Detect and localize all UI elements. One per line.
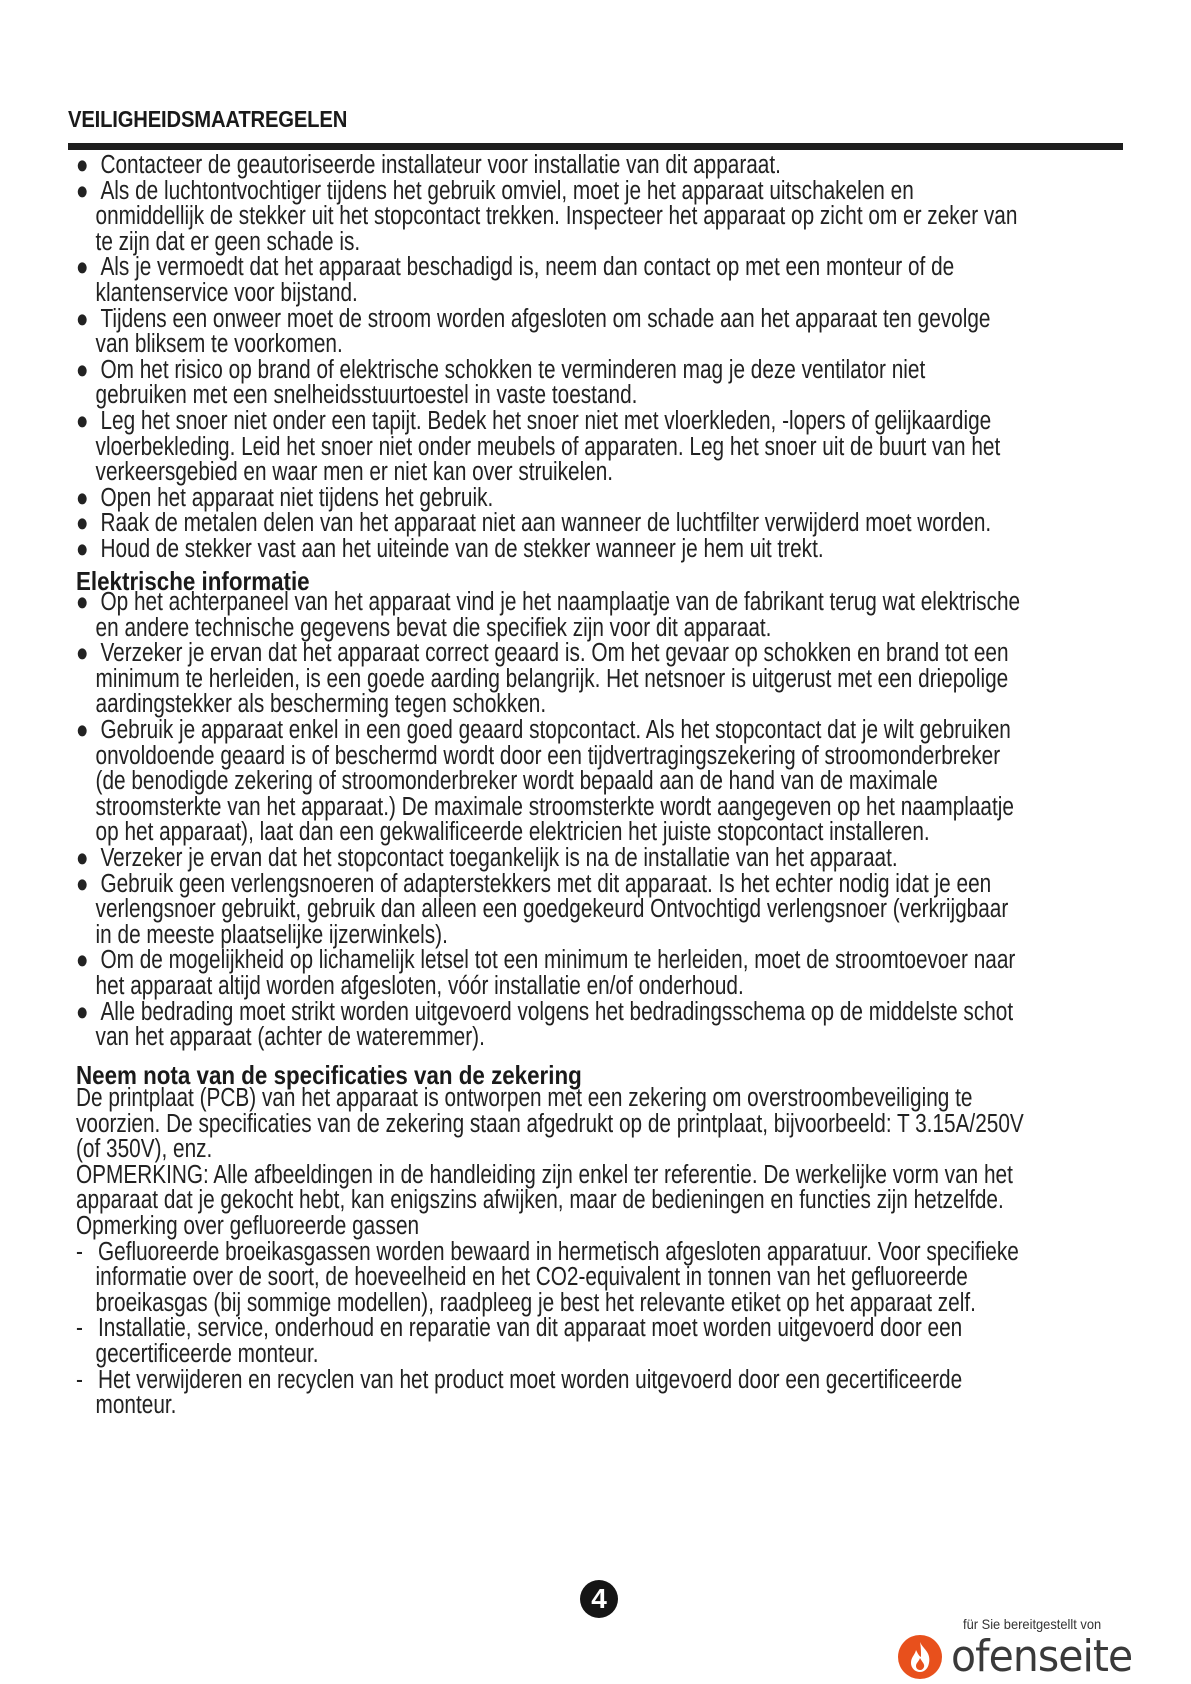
text-line — [76, 715, 1011, 744]
text-line — [76, 304, 991, 333]
bullet-marker: ● — [76, 715, 89, 744]
text-line — [76, 1237, 1019, 1266]
line-text: minimum te herleiden, is een goede aarding belangrijk. Het netsnoer is uitgerust met een driepolige — [95, 664, 1009, 693]
bullet-marker: ● — [76, 869, 89, 898]
line-text: Contacteer de geautoriseerde installateur voor installatie van dit apparaat. — [100, 151, 781, 179]
text-line: De printplaat (PCB) van het apparaat is ontworpen met een zekering om overstroombeveiliging te — [76, 1084, 973, 1112]
bullet-marker: ● — [76, 176, 89, 205]
line-text: verkeersgebied en waar men er niet kan over struikelen. — [95, 458, 614, 487]
line-text: monteur. — [95, 1391, 177, 1420]
bullet-item — [76, 153, 1176, 179]
line-text: Verzeker je ervan dat het apparaat correct geaard is. Om het gevaar op schokken en brand tot een — [100, 639, 1009, 668]
bullet-item — [76, 483, 1176, 512]
line-text: Op het achterpaneel van het apparaat vind je het naamplaatje van de fabrikant terug wat elektrische — [100, 588, 1021, 616]
page-number: 4 — [580, 1580, 618, 1618]
line-text: vloerbekleding. Leid het snoer niet onder meubels of apparaten. Leg het snoer uit de buurt van het — [95, 432, 1001, 461]
bullet-marker: ● — [76, 946, 89, 975]
bullet-marker: ● — [76, 997, 89, 1026]
electrical-list — [76, 590, 1176, 1051]
bullet-item — [76, 255, 1176, 306]
text-line — [76, 1316, 973, 1342]
line-text: Als de luchtontvochtiger tijdens het gebruik omviel, moet je het apparaat uitschakelen en — [100, 176, 914, 205]
dash-marker: - — [76, 1237, 83, 1266]
bullet-item — [76, 641, 1176, 718]
electrical-heading: Elektrische informatie — [76, 566, 310, 596]
bullet-item — [76, 948, 1176, 999]
line-text: in de meeste plaatselijke ijzerwinkels). — [95, 920, 448, 949]
text-line — [76, 278, 973, 307]
line-text: te zijn dat er geen schade is. — [95, 227, 361, 256]
text-line — [76, 1339, 973, 1368]
text-line — [76, 332, 973, 358]
text-line — [76, 639, 1009, 668]
line-text: gebruiken met een snelheidsstuurtoestel in vaste toestand. — [95, 381, 638, 410]
text-line — [76, 383, 973, 409]
text-line — [76, 509, 992, 538]
text-line: OPMERKING: Alle afbeeldingen in de handleiding zijn enkel ter referentie. De werkelijke vorm van het — [76, 1160, 1013, 1189]
note-paragraph — [76, 1160, 1176, 1215]
line-text: onmiddellijk de stekker uit het stopcontact trekken. Inspecteer het apparaat op zicht om er zeker van — [95, 202, 1018, 231]
line-text: Tijdens een onweer moet de stroom worden afgesloten om schade aan het apparaat ten gevolge — [100, 304, 991, 333]
line-text: Om het risico op brand of elektrische schokken te verminderen mag je deze ventilator niet — [100, 355, 926, 384]
bullet-marker: ● — [76, 406, 89, 435]
safety-list — [76, 153, 1176, 563]
text-line: voorzien. De specificaties van de zekering staan afgedrukt op de printplaat, bijvoorbeeld: T 3.15A/250V — [76, 1109, 1024, 1138]
text-line — [76, 1265, 973, 1291]
text-line — [76, 432, 1001, 461]
line-text: Gebruik geen verlengsnoeren of adapterstekkers met dit apparaat. Is het echter nodig idat je een — [100, 869, 992, 898]
bullet-marker: ● — [76, 253, 89, 282]
line-text: het apparaat altijd worden afgesloten, vóór installatie en/of onderhoud. — [95, 971, 744, 1000]
text-line — [76, 1288, 976, 1317]
text-line — [76, 664, 1009, 693]
bullet-item — [76, 590, 1176, 641]
dash-item — [76, 1365, 1176, 1420]
line-text: Gebruik je apparaat enkel in een goed geaard stopcontact. Als het stopcontact dat je wilt gebruiken — [100, 715, 1011, 744]
line-text: van het apparaat (achter de wateremmer). — [95, 1023, 485, 1052]
line-text: Houd de stekker vast aan het uiteinde van de stekker wanneer je hem uit trekt. — [100, 534, 824, 563]
text-line — [76, 946, 1016, 975]
ofenseite-logo[interactable] — [897, 1631, 1137, 1682]
line-text: Gefluoreerde broeikasgassen worden bewaard in hermetisch afgesloten apparatuur. Voor specifieke — [98, 1237, 1019, 1266]
line-text: Het verwijderen en recyclen van het product moet worden uitgevoerd door een gecertificeerde — [98, 1365, 963, 1394]
text-line — [76, 1393, 973, 1419]
bullet-item — [76, 511, 1176, 537]
text-line — [76, 820, 973, 846]
line-text: onvoldoende geaard is of beschermd wordt door een tijdvertragingszekering of stroomonderbreker — [95, 741, 1001, 770]
text-line — [76, 1365, 973, 1394]
bullet-item — [76, 534, 1176, 563]
line-text: verlengsnoer gebruikt, gebruik dan alleen een goedgekeurd Ontvochtigd verlengsnoer (verkrijgbaar — [95, 895, 1009, 924]
flame-icon — [897, 1634, 943, 1680]
line-text: aardingstekker als bescherming tegen schokken. — [95, 690, 547, 719]
text-line — [76, 460, 973, 486]
text-line — [76, 483, 973, 512]
text-line — [76, 895, 1009, 924]
text-line — [76, 692, 973, 718]
bullet-item — [76, 997, 1176, 1052]
text-line — [76, 843, 973, 872]
text-line — [76, 355, 973, 384]
text-line — [76, 997, 1014, 1026]
line-text: van bliksem te voorkomen. — [95, 330, 343, 359]
line-text: Installatie, service, onderhoud en reparatie van dit apparaat moet worden uitgevoerd door een — [98, 1314, 963, 1343]
bullet-marker: ● — [76, 639, 89, 668]
line-text: en andere technische gegevens bevat die specifiek zijn voor dit apparaat. — [95, 613, 772, 642]
text-line — [76, 920, 973, 949]
fuse-body — [76, 1086, 1176, 1419]
line-text: op het apparaat), laat dan een gekwalificeerde elektricien het juiste stopcontact installeren. — [95, 818, 930, 847]
text-line — [76, 769, 973, 795]
bullet-marker: ● — [76, 304, 89, 333]
text-line — [76, 792, 1014, 821]
line-text: (de benodigde zekering of stroomonderbreker wordt bepaald aan de hand van de maximale — [95, 767, 938, 796]
line-text: Om de mogelijkheid op lichamelijk letsel tot een minimum te herleiden, moet de stroomtoevoer naar — [100, 946, 1016, 975]
text-line — [76, 176, 973, 205]
text-line — [76, 588, 1021, 616]
bullet-marker: ● — [76, 355, 89, 384]
line-text: gecertificeerde monteur. — [95, 1339, 319, 1368]
text-line — [76, 534, 973, 563]
line-text: broeikasgas (bij sommige modellen), raadpleeg je best het relevante etiket op het apparaat zelf. — [95, 1288, 976, 1317]
dash-marker: - — [76, 1365, 83, 1394]
gas-list — [76, 1237, 1176, 1420]
text-line — [76, 227, 973, 256]
dash-item — [76, 1316, 1176, 1367]
line-text: Alle bedrading moet strikt worden uitgevoerd volgens het bedradingsschema op de middelste schot — [100, 997, 1014, 1026]
text-line — [76, 971, 973, 1000]
text-line: apparaat dat je gekocht hebt, kan enigszins afwijken, maar de bedieningen en functies zijn hetzelfde. — [76, 1186, 1004, 1215]
line-text: Leg het snoer niet onder een tapijt. Bedek het snoer niet met vloerkleden, -lopers of gelijkaardige — [100, 406, 992, 435]
bullet-item — [76, 406, 1176, 487]
line-text: Raak de metalen delen van het apparaat niet aan wanneer de luchtfilter verwijderd moet worden. — [100, 509, 992, 538]
line-text: Als je vermoedt dat het apparaat beschadigd is, neem dan contact op met een monteur of de — [100, 253, 955, 282]
text-line — [76, 406, 992, 435]
fuse-paragraph — [76, 1086, 1176, 1163]
dash-marker: - — [76, 1314, 83, 1343]
text-line — [76, 255, 973, 281]
bullet-item — [76, 843, 1176, 872]
line-text: informatie over de soort, de hoeveelheid en het CO2-equivalent in tonnen van het gefluoreerde — [95, 1263, 968, 1292]
line-text: Verzeker je ervan dat het stopcontact toegankelijk is na de installatie van het apparaat. — [100, 843, 898, 872]
bullet-item — [76, 355, 1176, 410]
text-line — [76, 869, 992, 898]
text-line — [76, 202, 1018, 231]
title-rule — [68, 143, 1123, 150]
text-line: (of 350V), enz. — [76, 1135, 213, 1164]
text-line — [76, 741, 1001, 770]
logo-wordmark: ofenseite — [951, 1631, 1133, 1682]
bullet-marker: ● — [76, 509, 89, 538]
provided-by-label: für Sie bereitgestellt von — [963, 1616, 1102, 1632]
bullet-item — [76, 869, 1176, 949]
bullet-item — [76, 176, 1176, 256]
text-line — [76, 1025, 973, 1051]
bullet-marker: ● — [76, 843, 89, 872]
line-text: klantenservice voor bijstand. — [95, 278, 358, 307]
dash-item — [76, 1237, 1176, 1317]
fuse-heading: Neem nota van de specificaties van de zekering — [76, 1060, 582, 1090]
gas-title: Opmerking over gefluoreerde gassen — [76, 1211, 420, 1240]
bullet-item — [76, 715, 1176, 847]
bullet-marker: ● — [76, 588, 89, 616]
line-text: stroomsterkte van het apparaat.) De maximale stroomsterkte wordt aangegeven op het naamplaatje — [95, 792, 1014, 821]
bullet-marker: ● — [76, 151, 89, 179]
bullet-marker: ● — [76, 483, 89, 512]
page-title: VEILIGHEIDSMAATREGELEN — [68, 106, 348, 132]
text-line — [76, 613, 973, 642]
bullet-item — [76, 304, 1176, 359]
line-text: Open het apparaat niet tijdens het gebruik. — [100, 483, 494, 512]
bullet-marker: ● — [76, 534, 89, 563]
text-line — [76, 153, 973, 179]
